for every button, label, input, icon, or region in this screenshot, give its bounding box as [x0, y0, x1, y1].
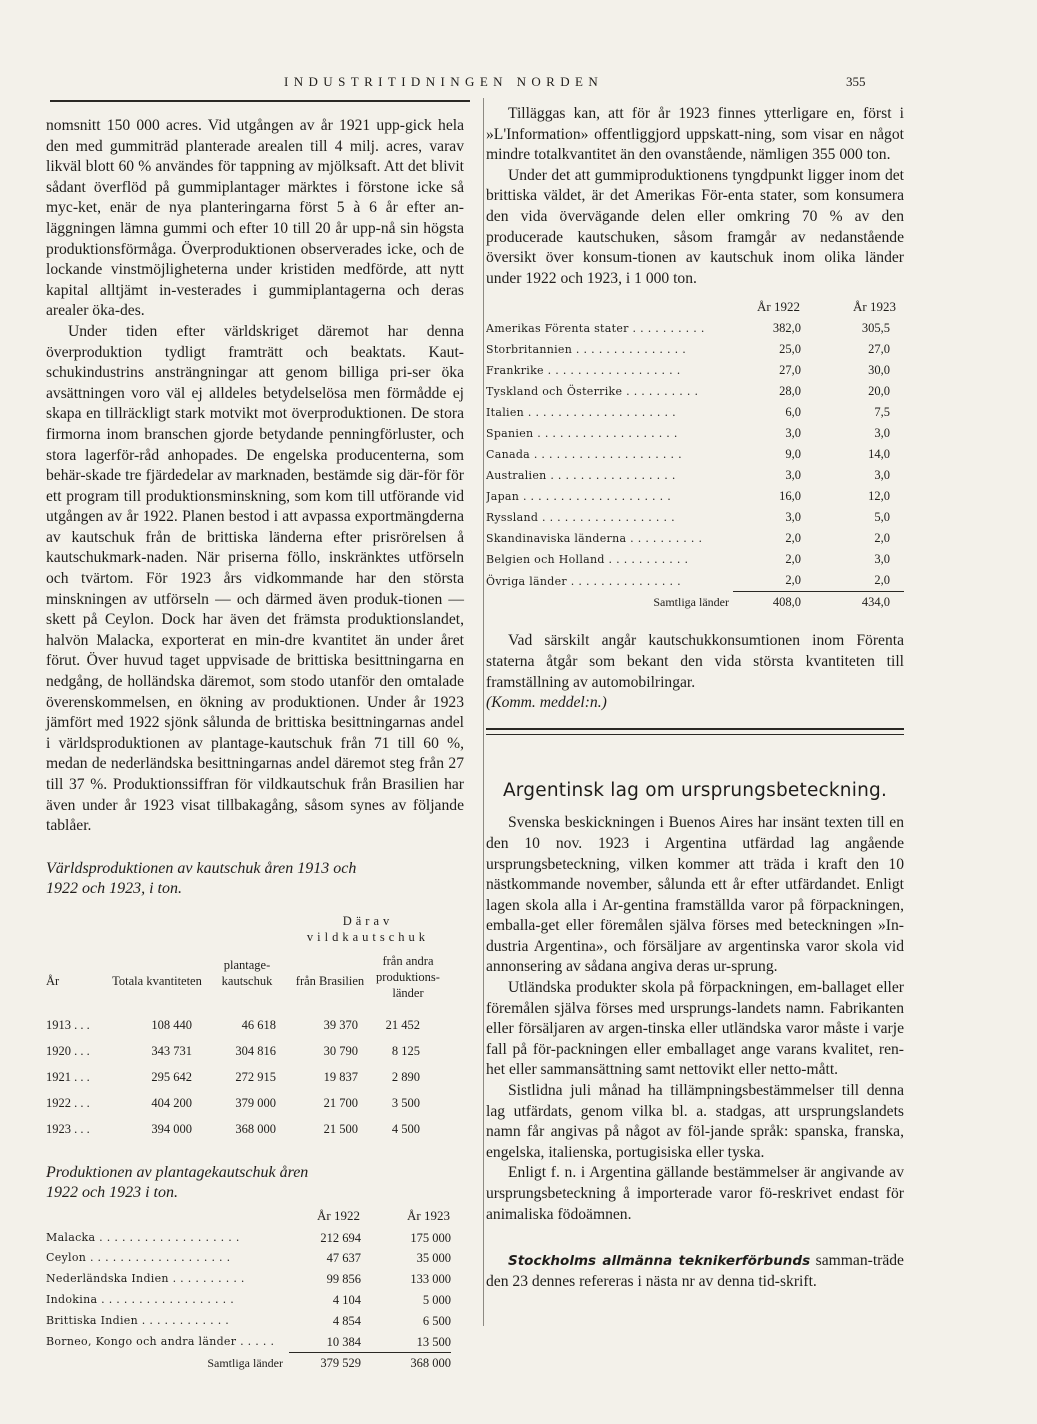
cell-total: 404 200: [151, 1095, 192, 1110]
table-row: [486, 318, 904, 339]
cell-plantage: 304 816: [235, 1043, 276, 1058]
table-row: [486, 402, 904, 423]
table-row: [486, 444, 904, 465]
table-row: [46, 1111, 446, 1137]
world-production-table: [46, 913, 446, 1137]
cell-1923: 2,0: [801, 570, 904, 592]
total-1923: 368 000: [410, 1356, 451, 1371]
cell-1922: 3,0: [785, 510, 801, 525]
row-label: Australien . . . . . . . . . . . . . . . . .: [486, 469, 676, 483]
cell-1922: 4 854: [332, 1313, 361, 1328]
cell-1922: 25,0: [779, 342, 801, 357]
cell-1922: 3,0: [785, 426, 801, 441]
cell-1922: 9,0: [785, 447, 801, 462]
row-label: Italien . . . . . . . . . . . . . . . . . . . .: [486, 406, 676, 420]
cell-1922: 2,0: [785, 531, 801, 546]
cell-1923: 3,0: [874, 468, 890, 483]
row-label: Brittiska Indien . . . . . . . . . . . .: [46, 1313, 230, 1327]
table-row: [46, 1332, 451, 1353]
cell-1923: 13 500: [361, 1332, 451, 1353]
row-label: Storbritannien . . . . . . . . . . . . . . .: [486, 343, 687, 357]
row-label: Tyskland och Österrike . . . . . . . . . .: [486, 385, 699, 399]
cell-andra: 4 500: [391, 1121, 420, 1136]
column-divider: [483, 98, 484, 1326]
column-header: År: [46, 973, 60, 988]
cell-1922: 27,0: [779, 363, 801, 378]
cell-andra: 2 890: [391, 1069, 420, 1084]
total-label: Samtliga länder: [653, 595, 729, 610]
cell-1922: 212 694: [320, 1230, 361, 1245]
notice: [486, 1251, 904, 1292]
cell-year: 1922 . . .: [46, 1095, 90, 1110]
table-row: [486, 339, 904, 360]
cell-total: 394 000: [151, 1121, 192, 1136]
paragraph: Utländska produkter skola på förpackningen, em-ballaget eller föremålen själva förses med ursprungs-landets namn. Fabrikanten eller försäljaren av argen-tinska eller utländska varor måste i varje fall på för-packningen eller emballaget ange varans kvalitet, ren-het eller sammansättning samt nettovikt eller netto-mått.: [486, 979, 904, 1079]
cell-1923: 30,0: [868, 363, 890, 378]
table-row: [486, 423, 904, 444]
group-header-2: vildkautschuk: [306, 929, 430, 944]
table-row: [486, 381, 904, 402]
table-row: [46, 1311, 451, 1332]
total-label: Samtliga länder: [207, 1356, 283, 1371]
column-header: från andra produktions-länder: [376, 953, 440, 1000]
cell-brasilien: 30 790: [323, 1043, 358, 1058]
row-label: Frankrike . . . . . . . . . . . . . . . . . .: [486, 364, 681, 378]
row-label: Indokina . . . . . . . . . . . . . . . . . .: [46, 1292, 234, 1306]
cell-plantage: 368 000: [235, 1121, 276, 1136]
cell-1923: 3,0: [874, 552, 890, 567]
row-label: Borneo, Kongo och andra länder . . . . .: [46, 1334, 275, 1348]
cell-year: 1913 . . .: [46, 1017, 90, 1032]
paragraph: Tilläggas kan, att för år 1923 finnes ytterligare en, först i »L'Information» offentliggjord uppskatt-ning, som visar en något mindre totalkvantitet än den ovanstående, nämligen 355 000 ton.: [486, 105, 904, 164]
paragraph: Enligt f. n. i Argentina gällande bestämmelser är angivande av ursprungsbeteckning å importerade varor fö-reskrivet endast för animaliska födoämnen.: [486, 1164, 904, 1223]
total-row: [486, 592, 904, 614]
column-header: plantage-kautschuk: [221, 957, 273, 988]
cell-1922: 3,0: [785, 468, 801, 483]
consumption-table: [486, 295, 904, 613]
column-header: År 1922: [317, 1207, 360, 1223]
table-row: [46, 1033, 446, 1059]
cell-1923: 2,0: [874, 531, 890, 546]
cell-1922: 47 637: [326, 1251, 361, 1266]
cell-1923: 7,5: [874, 405, 890, 420]
table-row: [486, 486, 904, 507]
cell-1923: 5 000: [422, 1292, 451, 1307]
table-row: [46, 1228, 451, 1249]
table-row: [486, 465, 904, 486]
column-header: År 1922: [757, 299, 800, 315]
column-header: År 1923: [407, 1207, 450, 1223]
cell-andra: 3 500: [391, 1095, 420, 1110]
cell-plantage: 272 915: [235, 1069, 276, 1084]
row-label: Malacka . . . . . . . . . . . . . . . . . . .: [46, 1230, 240, 1244]
cell-1922: 28,0: [779, 384, 801, 399]
cell-plantage: 46 618: [241, 1017, 276, 1032]
plantation-caption: Produktionen av plantagekautschuk åren: [46, 1163, 309, 1181]
journal-title: INDUSTRITIDNINGEN NORDEN: [284, 74, 604, 89]
paragraph: Vad särskilt angår kautschukkonsumtionen inom Förenta staterna åtgår som bekant den vida största kvantiteten till framställning av automobilringar.: [486, 632, 904, 691]
cell-andra: 8 125: [391, 1043, 420, 1058]
group-header: Därav: [342, 913, 394, 928]
table-row: [46, 1007, 446, 1033]
cell-1922: 2,0: [785, 552, 801, 567]
row-label: Spanien . . . . . . . . . . . . . . . . . . .: [486, 427, 678, 441]
column-header: Totala kvantiteten: [112, 973, 202, 988]
cell-1923: 14,0: [868, 447, 890, 462]
cell-brasilien: 39 370: [323, 1017, 358, 1032]
plantation-caption-2: 1922 och 1923 i ton.: [46, 1183, 178, 1201]
table-row: [486, 528, 904, 549]
cell-1923: 133 000: [410, 1272, 451, 1287]
row-label: Ceylon . . . . . . . . . . . . . . . . . . .: [46, 1251, 231, 1265]
world-production-caption-2: 1922 och 1923, i ton.: [46, 879, 182, 897]
cell-1923: 12,0: [868, 489, 890, 504]
row-label: Övriga länder . . . . . . . . . . . . . . .: [486, 574, 681, 588]
table-row: [486, 570, 904, 592]
paragraph: Svenska beskickningen i Buenos Aires har insänt texten till en den 10 nov. 1923 i Argentina utfärdad lag angående ursprungsbeteckning, vilken kommer att träda i kraft den 10 nästkommande november, sålunda ett år efter utfärdandet. Enligt lagen skola alla i Ar-gentina framställda varor på förpackningen, emballa-get eller föremålen själva förses med beteckningen »In-dustria Argentina», och försäljare av argentinska varor skola vid annonsering av sådana angiva deras ur-sprung.: [486, 814, 904, 976]
cell-1923: 5,0: [874, 510, 890, 525]
table-row: [46, 1290, 451, 1311]
cell-1922: 99 856: [326, 1272, 361, 1287]
total-1922: 379 529: [320, 1356, 361, 1371]
cell-1923: 20,0: [868, 384, 890, 399]
cell-year: 1923 . . .: [46, 1121, 90, 1136]
total-row: [46, 1353, 451, 1374]
row-label: Belgien och Holland . . . . . . . . . . .: [486, 553, 689, 567]
total-1923: 434,0: [861, 595, 890, 610]
row-label: Skandinaviska länderna . . . . . . . . . .: [486, 532, 703, 546]
row-label: Ryssland . . . . . . . . . . . . . . . . . .: [486, 511, 675, 525]
table-row: [486, 507, 904, 528]
column-header: År 1923: [853, 299, 896, 315]
notice-text: samman-träde den 23 dennes refereras i nästa nr av denna tid-skrift.: [486, 1252, 904, 1290]
cell-andra: 21 452: [385, 1017, 420, 1032]
cell-brasilien: 21 700: [323, 1095, 358, 1110]
plantation-table: [46, 1205, 451, 1374]
cell-1923: 305,5: [861, 321, 890, 336]
cell-1923: 35 000: [416, 1251, 451, 1266]
table-row: [46, 1269, 451, 1290]
header-rule: [50, 100, 470, 102]
cell-1922: 16,0: [779, 489, 801, 504]
paragraph: Under det att gummiproduktionens tyngdpunkt ligger inom det brittiska väldet, är det Amerikas För-enta stater, som konsumera den vida övervägande delen eller omkring 70 % av den producerade kautschuken, såsom framgår av nedanstående översikt över konsum-tionen av kautschuk inom olika länder under 1922 och 1923, i 1 000 ton.: [486, 166, 904, 287]
article-title: Argentinsk lag om ursprungsbeteckning.: [502, 779, 888, 801]
table-row: [46, 1248, 451, 1269]
cell-year: 1920 . . .: [46, 1043, 90, 1058]
table-row: [46, 1059, 446, 1085]
paragraph: nomsnitt 150 000 acres. Vid utgången av år 1921 upp-gick hela den med gummiträd planterade arealen till 4 milj. acres, varav likväl blott 60 % användes för tappning av mjölksaft. Att det blivit sådant överflöd på gummiplantager märktes i förstone icke så myc-ket, enär de nya planteringarna först 5 à 6 år efter an-läggningen lämna gummi och efter 10 till 20 år upp-nå sin högsta produktionsförmåga. Överproduktionen observerades icke, och de lockande vinstmöjligheterna under kristiden medförde, att nytt kapital alltjämt in-vesterades i gummiplantagerna och deras arealer öka-des.: [46, 117, 464, 320]
row-label: Japan . . . . . . . . . . . . . . . . . . . .: [486, 490, 672, 504]
signature: (Komm. meddel:n.): [486, 694, 607, 712]
cell-total: 108 440: [151, 1017, 192, 1032]
cell-year: 1921 . . .: [46, 1069, 90, 1084]
paragraph: Under tiden efter världskriget däremot har denna överproduktion tydligt framträtt och beaktats. Kaut-schukindustrins ansträngningar att genom billiga pri-ser öka avsättningen voro väl ej alldeles betydelselösa men förmådde ej skapa en tillräckligt stark motvikt mot överproduktionen. De stora firmorna inom branschen gjorde betydande penningförluster, och stora lagerför-råd anhopades. De engelska producenterna, som behär-skade tre fjärdedelar av marknaden, bestämde sig där-för för ett program till produktionsminskning, som kom till utförande vid utgången av år 1922. Planen bestod i att avpassa exportmängderna av kautschuk från de brittiska länderna efter prisrörelsen å kautschukmark-naden. När priserna föllo, inskränktes utförseln och tvärtom. För 1923 års vidkommande har den största minskningen av utförseln — och därmed även produk-tionen — skett på Ceylon. Dock har även det främsta produktionslandet, halvön Malacka, exporterat en min-dre kvantitet än under året förut. Över huvud taget uppvisade de brittiska besittningarna en nedgång, de holländska däremot, som stodo utanför den omtalade överenskommelsen, en ökning av produktionen. Under år 1923 jämfört med 1922 sjönk sålunda de brittiska besittningarnas andel i världsproduktionen av plantage-kautschuk från 71 till 60 %, medan de nederländska besittningarnas andel däremot steg från 27 till 37 %. Produktionssiffran för vildkautschuk från Brasilien har även under år 1923 visat tillbakagång, såsom synes av följande tablåer.: [46, 322, 464, 835]
page-number: 355: [846, 74, 866, 89]
table-row: [486, 549, 904, 570]
total-1922: 408,0: [772, 595, 801, 610]
world-production-caption: Världsproduktionen av kautschuk åren 1913 och: [46, 859, 357, 877]
cell-1922: 10 384: [289, 1332, 361, 1353]
cell-1922: 382,0: [772, 321, 801, 336]
page-header: [0, 74, 1037, 96]
left-column: [46, 116, 464, 1374]
paragraph: Sistlidna juli månad ha tillämpningsbestämmelser till denna lag utfärdats, genom vilka bl. a. stadgas, att ursprungslandets namn får angivas på något av föl-jande språk: spanska, franska, engelska, italienska, portugisiska eller tyska.: [486, 1082, 904, 1161]
cell-brasilien: 19 837: [323, 1069, 358, 1084]
cell-1923: 6 500: [422, 1313, 451, 1328]
table-row: [46, 1085, 446, 1111]
cell-brasilien: 21 500: [323, 1121, 358, 1136]
table-row: [486, 360, 904, 381]
row-label: Canada . . . . . . . . . . . . . . . . . . . .: [486, 448, 682, 462]
cell-1923: 3,0: [874, 426, 890, 441]
column-header: från Brasilien: [295, 973, 365, 988]
row-label: Nederländska Indien . . . . . . . . . .: [46, 1272, 245, 1286]
notice-bold: Stockholms allmänna teknikerförbunds: [508, 1253, 811, 1270]
cell-1922: 6,0: [785, 405, 801, 420]
right-column: [486, 104, 904, 1292]
section-divider: [486, 728, 904, 735]
cell-1923: 175 000: [410, 1230, 451, 1245]
cell-1922: 2,0: [733, 570, 801, 592]
cell-total: 295 642: [151, 1069, 192, 1084]
cell-1922: 4 104: [332, 1292, 361, 1307]
row-label: Amerikas Förenta stater . . . . . . . . . .: [486, 322, 705, 336]
cell-plantage: 379 000: [235, 1095, 276, 1110]
cell-total: 343 731: [151, 1043, 192, 1058]
cell-1923: 27,0: [868, 342, 890, 357]
